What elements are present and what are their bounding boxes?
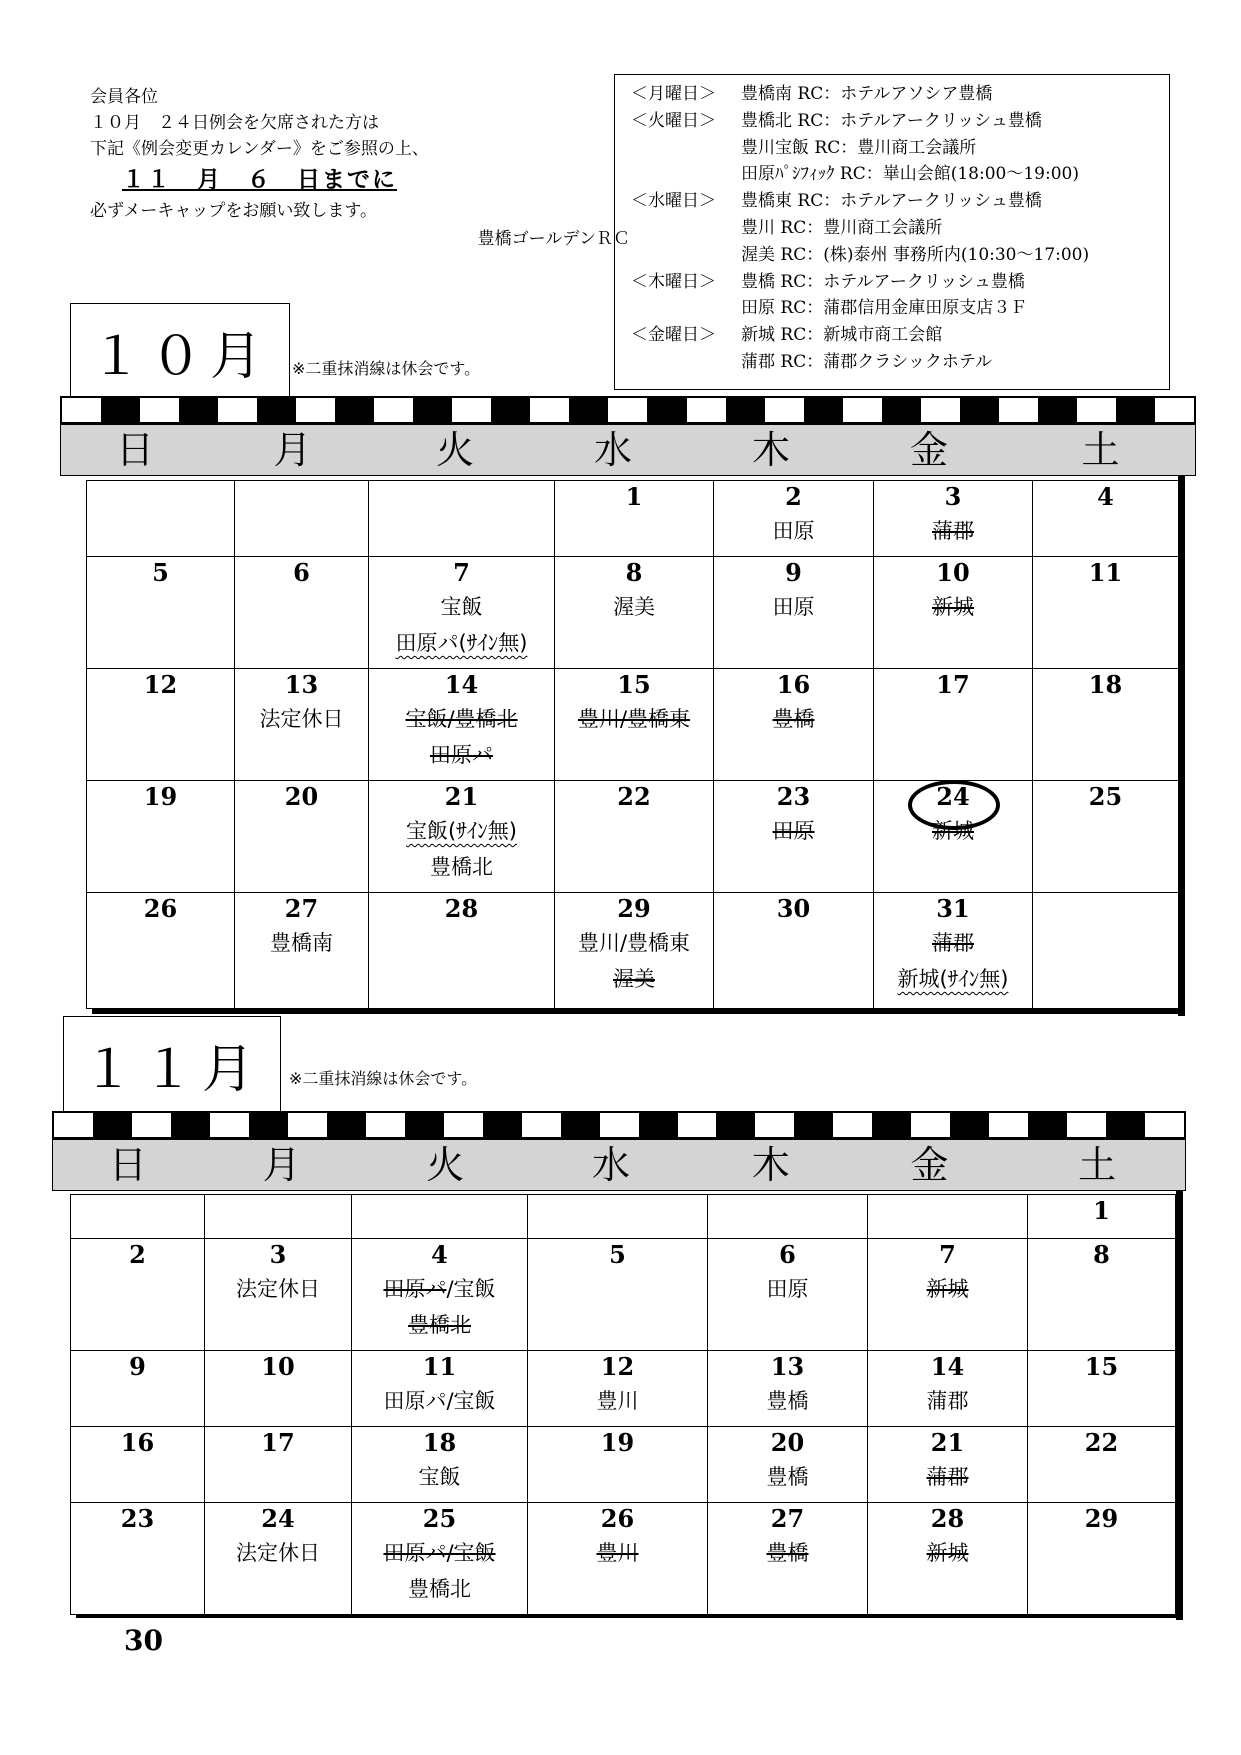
day-number: 19 [143,782,178,811]
month-title-november: １１月 [63,1016,281,1112]
calendar-day-cell [87,781,235,893]
calendar-day-cell [1033,557,1179,669]
day-number: 13 [284,670,319,699]
calendar-week [71,1195,1176,1239]
weekday-header [52,1139,1186,1191]
calendar-week [87,781,1179,893]
club-meeting-schedule [614,74,1170,390]
cancelled-meeting: 蒲郡 [932,519,974,543]
club-meeting: 豊川/豊橋東 [577,931,691,955]
cancelled-meeting: 豊橋北 [408,1313,471,1337]
calendar-grid [70,1194,1176,1615]
cancelled-meeting: 新城 [932,819,974,843]
weekday-label: 火 [426,1143,465,1187]
day-number: 29 [1084,1504,1119,1533]
club-meeting-entry [352,1459,527,1495]
calendar-day-cell [205,1427,352,1503]
schedule-entry: 豊橋北 RC：ホテルアークリッシュ豊橋 [741,110,1042,131]
weekday-label: 金 [909,428,948,472]
club-meeting-entry [352,1383,527,1419]
calendar-day-cell [555,669,714,781]
cancelled-meeting: 渥美 [613,967,655,991]
club-meeting-entry [528,1383,707,1419]
calendar-day-cell [71,1351,205,1427]
cancelled-meeting: 豊川/豊橋東 [577,707,691,731]
cancelled-meeting: 宝飯/豊橋北 [405,707,518,731]
weekday-label: 日 [108,1143,147,1187]
calendar-day-cell [352,1503,528,1615]
schedule-weekday: ＜金曜日＞ [631,325,716,346]
calendar-day-cell [528,1503,708,1615]
calendar-day-cell [874,557,1033,669]
calendar-grid [86,480,1179,1009]
schedule-row [631,108,1169,135]
calendar-day-cell [352,1239,528,1351]
day-number [235,481,368,513]
schedule-entry: 豊川宝飯 RC：豊川商工会議所 [741,137,977,158]
weekday-label: 土 [1081,428,1120,472]
calendar-day-cell [555,481,714,557]
schedule-row [631,135,1169,162]
cancelled-meeting: 蒲郡 [932,931,974,955]
calendar-day-cell [714,669,874,781]
schedule-row [631,295,1169,322]
club-meeting: 宝飯 [440,595,483,619]
day-number [71,1195,204,1227]
calendar-day-cell [555,557,714,669]
calendar-day-cell [235,669,369,781]
day-number [369,481,554,513]
day-number: 12 [600,1352,635,1381]
calendar-day-cell [1033,669,1179,781]
club-meeting: 豊橋 [766,1389,809,1413]
calendar-day-cell [71,1239,205,1351]
calendar-day-cell [235,893,369,1009]
day-number: 27 [284,894,319,923]
day-number: 13 [770,1352,805,1381]
calendar-day-cell [205,1195,352,1239]
calendar-day-cell [868,1239,1028,1351]
day-number: 17 [936,670,970,699]
day-number: 9 [785,558,802,587]
schedule-weekday [631,242,741,269]
calendar-shadow [1176,1119,1183,1620]
day-number: 30 [776,894,811,923]
intro-line: 下記《例会変更カレンダー》をご参照の上、 [90,139,429,159]
calendar-week [71,1503,1176,1615]
day-number [868,1195,1027,1227]
highlight-circle [908,780,1000,830]
club-meeting-part: /宝飯 [446,1277,496,1301]
calendar-day-cell [528,1427,708,1503]
club-meeting-entry [235,701,368,737]
calendar-day-cell [205,1239,352,1351]
club-meeting-entry [352,1535,527,1571]
day-number: 25 [1088,782,1123,811]
club-meeting: 法定休日 [259,707,344,731]
club-meeting-entry [868,1383,1027,1419]
calendar-day-cell [352,1351,528,1427]
club-meeting: 新城(ｻｲﾝ無) [897,967,1009,991]
calendar-day-cell [708,1195,868,1239]
day-number: 17 [261,1428,295,1457]
calendar-day-cell [87,557,235,669]
club-meeting-entry [868,1459,1027,1495]
cancelled-meeting: 蒲郡 [926,1465,969,1489]
calendar-day-cell [87,481,235,557]
schedule-weekday: ＜木曜日＞ [631,271,716,292]
schedule-weekday [631,135,741,162]
calendar-day-cell [528,1195,708,1239]
calendar-day-cell [868,1427,1028,1503]
weekday-label: 月 [262,1143,301,1187]
calendar-day-cell [708,1239,868,1351]
day-number: 29 [617,894,651,923]
makeup-deadline: １１ 月 ６ 日までに [122,167,397,193]
day-number: 6 [293,558,310,587]
day-number: 19 [600,1428,635,1457]
club-signature: 豊橋ゴールデンＲＣ [477,229,630,249]
day-number: 2 [129,1240,146,1269]
day-number: 6 [779,1240,796,1269]
schedule-weekday: ＜月曜日＞ [631,84,716,104]
club-meeting: 田原 [766,1277,809,1301]
calendar-checker-border [60,396,1196,424]
schedule-entry: 豊橋東 RC：ホテルアークリッシュ豊橋 [741,191,1042,212]
day-number: 22 [617,782,651,811]
club-meeting: 豊橋北 [430,855,493,879]
calendar-shadow [1178,404,1185,1016]
club-meeting-entry [205,1271,351,1307]
calendar-day-cell [708,1351,868,1427]
calendar-day-cell [708,1427,868,1503]
day-number: 3 [944,482,962,511]
schedule-entry: 蒲郡 RC：蒲郡クラシックホテル [741,351,993,372]
day-number: 8 [1093,1240,1110,1269]
calendar-day-cell [369,781,555,893]
day-number: 16 [120,1428,155,1457]
weekday-label: 日 [115,428,154,472]
schedule-entry: 田原ﾊﾟｼﾌｨｯｸ RC：崋山会館(18:00〜19:00) [741,164,1079,185]
day-number: 18 [422,1428,457,1457]
calendar-day-cell [87,669,235,781]
calendar-day-cell [714,893,874,1009]
calendar-day-cell [352,1427,528,1503]
club-meeting-entry [235,925,368,961]
day-number: 24 [936,782,970,811]
day-number: 15 [1084,1352,1119,1381]
calendar-day-cell [71,1503,205,1615]
weekday-label: 水 [593,428,632,472]
day-number: 31 [936,894,970,923]
day-number: 4 [431,1240,448,1269]
schedule-row [631,269,1169,296]
calendar-day-cell [708,1503,868,1615]
day-number: 1 [625,482,643,511]
club-meeting: 豊橋 [766,1465,809,1489]
club-meeting: 豊橋北 [408,1577,471,1601]
cancelled-meeting: 田原パ [430,743,493,767]
calendar-day-cell [714,781,874,893]
schedule-row [631,81,1169,108]
cancelled-meeting: 新城 [932,595,974,619]
day-number [87,481,234,513]
day-number: 26 [600,1504,635,1533]
club-meeting-entry [708,1383,867,1419]
calendar-day-cell [205,1351,352,1427]
day-number: 20 [284,782,319,811]
club-meeting-entry [369,589,554,625]
calendar-day-cell [874,893,1033,1009]
intro-line: １０月 ２４日例会を欠席された方は [90,113,379,133]
day-number: 5 [609,1240,626,1269]
calendar-day-cell [1028,1351,1176,1427]
calendar-day-cell [555,781,714,893]
club-meeting: 法定休日 [236,1541,320,1565]
calendar-day-cell [369,669,555,781]
calendar-week [87,893,1179,1009]
club-meeting-entry [874,925,1032,961]
day-number: 23 [776,782,811,811]
month-title-october: １０月 [70,303,290,399]
club-meeting: 宝飯 [418,1465,461,1489]
day-number: 20 [770,1428,805,1457]
club-meeting-entry [868,1535,1027,1571]
day-number: 15 [617,670,651,699]
day-number: 26 [143,894,178,923]
day-number: 28 [444,894,479,923]
intro-greeting: 会員各位 [90,87,158,107]
club-meeting: 宝飯(ｻｲﾝ無) [406,819,517,843]
day-number: 25 [422,1504,457,1533]
weekday-label: 木 [751,428,790,472]
club-meeting-entry [714,589,873,625]
schedule-weekday: ＜火曜日＞ [631,110,716,131]
club-meeting-entry [205,1535,351,1571]
club-meeting: 法定休日 [236,1277,320,1301]
calendar-day-cell [714,557,874,669]
club-meeting-entry [555,925,713,961]
club-meeting: 豊川 [596,1389,639,1413]
calendar-day-cell [71,1195,205,1239]
cancel-note: ※二重抹消線は休会です。 [289,1069,478,1088]
club-meeting-entry [369,701,554,737]
day-number: 8 [625,558,643,587]
day-number [1033,893,1178,925]
club-meeting: 蒲郡 [926,1389,969,1413]
club-meeting-entry [708,1459,867,1495]
calendar-day-cell [1028,1503,1176,1615]
day-number: 12 [143,670,178,699]
cancelled-meeting: 田原パ/宝飯 [383,1541,496,1565]
day-number: 10 [261,1352,295,1381]
page-number: 30 [124,1624,163,1657]
schedule-row [631,215,1169,242]
calendar-checker-border [52,1111,1186,1139]
calendar-day-cell [1033,893,1179,1009]
weekday-label: 金 [910,1143,949,1187]
schedule-row [631,322,1169,349]
day-number: 11 [422,1352,457,1381]
club-meeting-entry [369,625,554,661]
schedule-weekday: ＜水曜日＞ [631,191,716,212]
schedule-weekday [631,295,741,322]
club-meeting-entry [555,589,713,625]
calendar-day-cell [1028,1239,1176,1351]
calendar-week [71,1239,1176,1351]
schedule-entry: 渥美 RC：(株)泰州 事務所内(10:30〜17:00) [741,244,1090,265]
club-meeting: 田原パ(ｻｲﾝ無) [395,631,528,655]
calendar-day-cell [868,1351,1028,1427]
calendar-day-cell [1028,1427,1176,1503]
day-number [528,1195,707,1227]
club-meeting-entry [352,1571,527,1607]
calendar-day-cell [1033,481,1179,557]
day-number: 21 [444,782,479,811]
club-meeting-entry [874,589,1032,625]
club-meeting-part: 田原パ [383,1277,447,1301]
schedule-row [631,188,1169,215]
calendar-day-cell [874,669,1033,781]
calendar-week [87,669,1179,781]
day-number: 9 [129,1352,146,1381]
club-meeting-entry [369,813,554,849]
club-meeting-entry [868,1271,1027,1307]
schedule-entry: 豊橋 RC：ホテルアークリッシュ豊橋 [741,271,1025,292]
day-number: 22 [1084,1428,1119,1457]
weekday-label: 土 [1078,1143,1117,1187]
calendar-day-cell [528,1239,708,1351]
club-meeting-entry [555,961,713,997]
calendar-day-cell [87,893,235,1009]
club-meeting: 田原 [772,519,815,543]
club-meeting-entry [714,513,873,549]
club-meeting-entry [708,1271,867,1307]
calendar-day-cell [352,1195,528,1239]
calendar-day-cell [528,1351,708,1427]
cancelled-meeting: 豊川 [596,1541,639,1565]
calendar-day-cell [235,557,369,669]
calendar-day-cell [868,1195,1028,1239]
schedule-entry: 田原 RC：蒲郡信用金庫田原支店３Ｆ [741,298,1028,319]
day-number: 23 [120,1504,155,1533]
day-number: 27 [770,1504,805,1533]
schedule-weekday [631,215,741,242]
weekday-label: 火 [435,428,474,472]
day-number: 2 [785,482,802,511]
schedule-weekday [631,161,741,188]
club-meeting: 渥美 [613,595,655,619]
day-number [708,1195,867,1227]
day-number: 1 [1093,1196,1110,1225]
intro-line: 必ずメーキャップをお願い致します。 [90,201,377,221]
club-meeting-entry [714,813,873,849]
day-number: 11 [1088,558,1123,587]
calendar-day-cell [369,481,555,557]
club-meeting-entry [352,1307,527,1343]
calendar-day-cell [235,481,369,557]
calendar-week [71,1351,1176,1427]
day-number: 14 [444,670,479,699]
cancelled-meeting: 豊橋 [766,1541,809,1565]
club-meeting-entry [874,513,1032,549]
day-number: 16 [776,670,811,699]
day-number: 28 [930,1504,965,1533]
schedule-entry: 豊川 RC：豊川商工会議所 [741,217,943,238]
calendar-day-cell [71,1427,205,1503]
weekday-label: 水 [592,1143,631,1187]
schedule-row [631,242,1169,269]
day-number [205,1195,351,1227]
cancel-note: ※二重抹消線は休会です。 [292,359,481,378]
schedule-row [631,349,1169,376]
club-meeting-entry [369,849,554,885]
club-meeting: 田原パ/宝飯 [383,1389,496,1413]
calendar-day-cell [369,557,555,669]
club-meeting: 田原 [772,595,815,619]
calendar-day-cell [235,781,369,893]
day-number: 14 [930,1352,965,1381]
cancelled-meeting: 新城 [926,1277,969,1301]
schedule-entry: 新城 RC：新城市商工会館 [741,325,943,346]
schedule-entry: 豊橋南 RC：ホテルアソシア豊橋 [741,84,993,104]
calendar-day-cell [205,1503,352,1615]
club-meeting-entry [528,1535,707,1571]
calendar-day-cell [1028,1195,1176,1239]
club-meeting-entry [369,737,554,773]
day-number: 7 [453,558,470,587]
club-meeting-entry [352,1271,527,1307]
schedule-row [631,161,1169,188]
club-meeting-entry [708,1535,867,1571]
day-number: 3 [269,1240,287,1269]
schedule-weekday [631,349,741,376]
club-meeting-entry [555,701,713,737]
club-meeting: 豊橋南 [270,931,333,955]
calendar-week [87,481,1179,557]
calendar-day-cell [868,1503,1028,1615]
weekday-header [60,424,1196,476]
calendar-day-cell [1033,781,1179,893]
day-number: 10 [936,558,970,587]
weekday-label: 木 [751,1143,790,1187]
day-number: 5 [152,558,169,587]
cancelled-meeting: 新城 [926,1541,969,1565]
day-number: 18 [1088,670,1123,699]
club-meeting-entry [874,961,1032,997]
weekday-label: 月 [273,428,312,472]
day-number [352,1195,527,1227]
club-meeting-entry [714,701,873,737]
cancelled-meeting: 豊橋 [772,707,815,731]
calendar-week [71,1427,1176,1503]
calendar-week [87,557,1179,669]
day-number: 21 [930,1428,965,1457]
calendar-day-cell [714,481,874,557]
cancelled-meeting: 田原 [772,819,815,843]
calendar-day-cell [369,893,555,1009]
calendar-day-cell [555,893,714,1009]
day-number: 4 [1097,482,1114,511]
intro-notice [90,84,630,252]
calendar-day-cell [874,481,1033,557]
day-number: 7 [939,1240,956,1269]
day-number: 24 [261,1504,295,1533]
